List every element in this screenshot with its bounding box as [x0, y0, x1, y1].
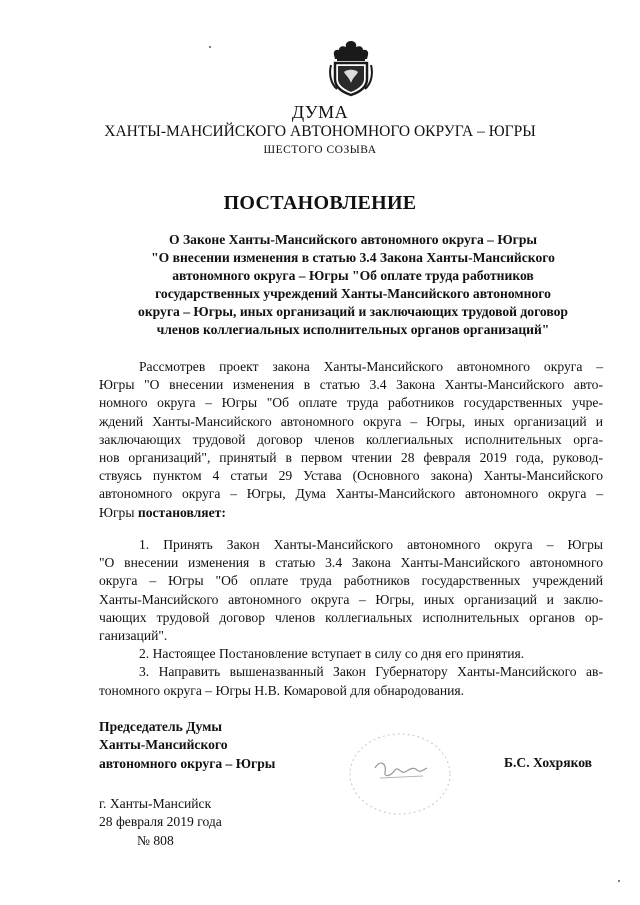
- scan-speck: [618, 880, 620, 882]
- document-title: [118, 231, 588, 339]
- text-line: округа – Югры "Об оплате труда работников государственных учреждений: [99, 573, 603, 589]
- text-line: "О внесении изменения в статью 3.4 Закона Ханты-Мансийского автономного: [99, 555, 603, 571]
- issue-city: г. Ханты-Мансийск: [99, 796, 212, 811]
- text-line: номного округа – Югры "Об оплате труда работников государственных учре-: [99, 395, 603, 411]
- issuer-name: ДУМА: [291, 102, 349, 122]
- text-line: [99, 504, 603, 522]
- handwritten-signature-mark: [335, 726, 465, 821]
- document-footer: [99, 795, 222, 850]
- title-line: государственных учреждений Ханты-Мансийского автономного: [155, 286, 551, 301]
- text-line: 2. Настоящее Постановление вступает в силу со дня его принятия.: [139, 646, 525, 662]
- position-line: Ханты-Мансийского: [99, 737, 228, 753]
- text-line: ствуясь пунктом 4 статьи 29 Устава (Основного закона) Ханты-Мансийского: [99, 468, 603, 484]
- title-line: членов коллегиальных исполнительных органов организаций": [156, 322, 550, 337]
- signatory-name: Б.С. Хохряков: [504, 755, 593, 770]
- text-line: нов организаций", принятый в первом чтении 28 февраля 2019 года, руковод-: [99, 450, 603, 466]
- text-line: Рассмотрев проект закона Ханты-Мансийского автономного округа –: [139, 359, 603, 374]
- position-line: Председатель Думы: [99, 719, 223, 734]
- issue-date: 28 февраля 2019 года: [99, 814, 222, 830]
- document-number: № 808: [137, 832, 174, 848]
- title-line: автономного округа – Югры "Об оплате труда работников: [172, 268, 534, 283]
- text-line: заключающих трудовой договор членов коллегиальных исполнительных орга-: [99, 431, 603, 447]
- text-line: 1. Принять Закон Ханты-Мансийского автономного округа – Югры: [139, 537, 603, 552]
- scan-speck: [209, 46, 211, 48]
- text-line: Югры "О внесении изменения в статью 3.4 Закона Ханты-Мансийского авто-: [99, 377, 603, 393]
- text-line: тономного округа – Югры Н.В. Комаровой для обнародования.: [99, 682, 465, 698]
- resolution-items: [99, 536, 603, 700]
- resolution-verb: постановляет:: [137, 504, 226, 520]
- text-line: ждений Ханты-Мансийского автономного округа – Югры, иных организаций и: [99, 413, 603, 429]
- text-line: автономного округа – Югры, Дума Ханты-Мансийского автономного округа –: [99, 486, 603, 502]
- issuer-convocation: ШЕСТОГО СОЗЫВА: [263, 144, 377, 156]
- document-type-heading: ПОСТАНОВЛЕНИЕ: [223, 192, 417, 214]
- title-line: О Законе Ханты-Мансийского автономного округа – Югры: [169, 232, 537, 247]
- text-line: ганизаций".: [99, 628, 168, 644]
- issuer-region: ХАНТЫ-МАНСИЙСКОГО АВТОНОМНОГО ОКРУГА – ЮГРЫ: [104, 123, 536, 140]
- resolution-prefix: Югры: [99, 504, 138, 520]
- text-line: 3. Направить вышеназванный Закон Губернатору Ханты-Мансийского ав-: [139, 664, 603, 680]
- title-line: "О внесении изменения в статью 3.4 Закона Ханты-Мансийского: [151, 250, 555, 265]
- position-line: автономного округа – Югры: [99, 755, 276, 771]
- intro-paragraph: [99, 358, 603, 522]
- text-line: чающих трудовой договор членов коллегиальных исполнительных органов ор-: [99, 609, 603, 625]
- title-line: округа – Югры, иных организаций и заключающих трудовой договор: [138, 304, 568, 319]
- coat-of-arms-icon: [327, 39, 375, 97]
- signatory-position: [99, 718, 275, 773]
- text-line: Ханты-Мансийского автономного округа – Югры, иных организаций и заклю-: [99, 591, 603, 607]
